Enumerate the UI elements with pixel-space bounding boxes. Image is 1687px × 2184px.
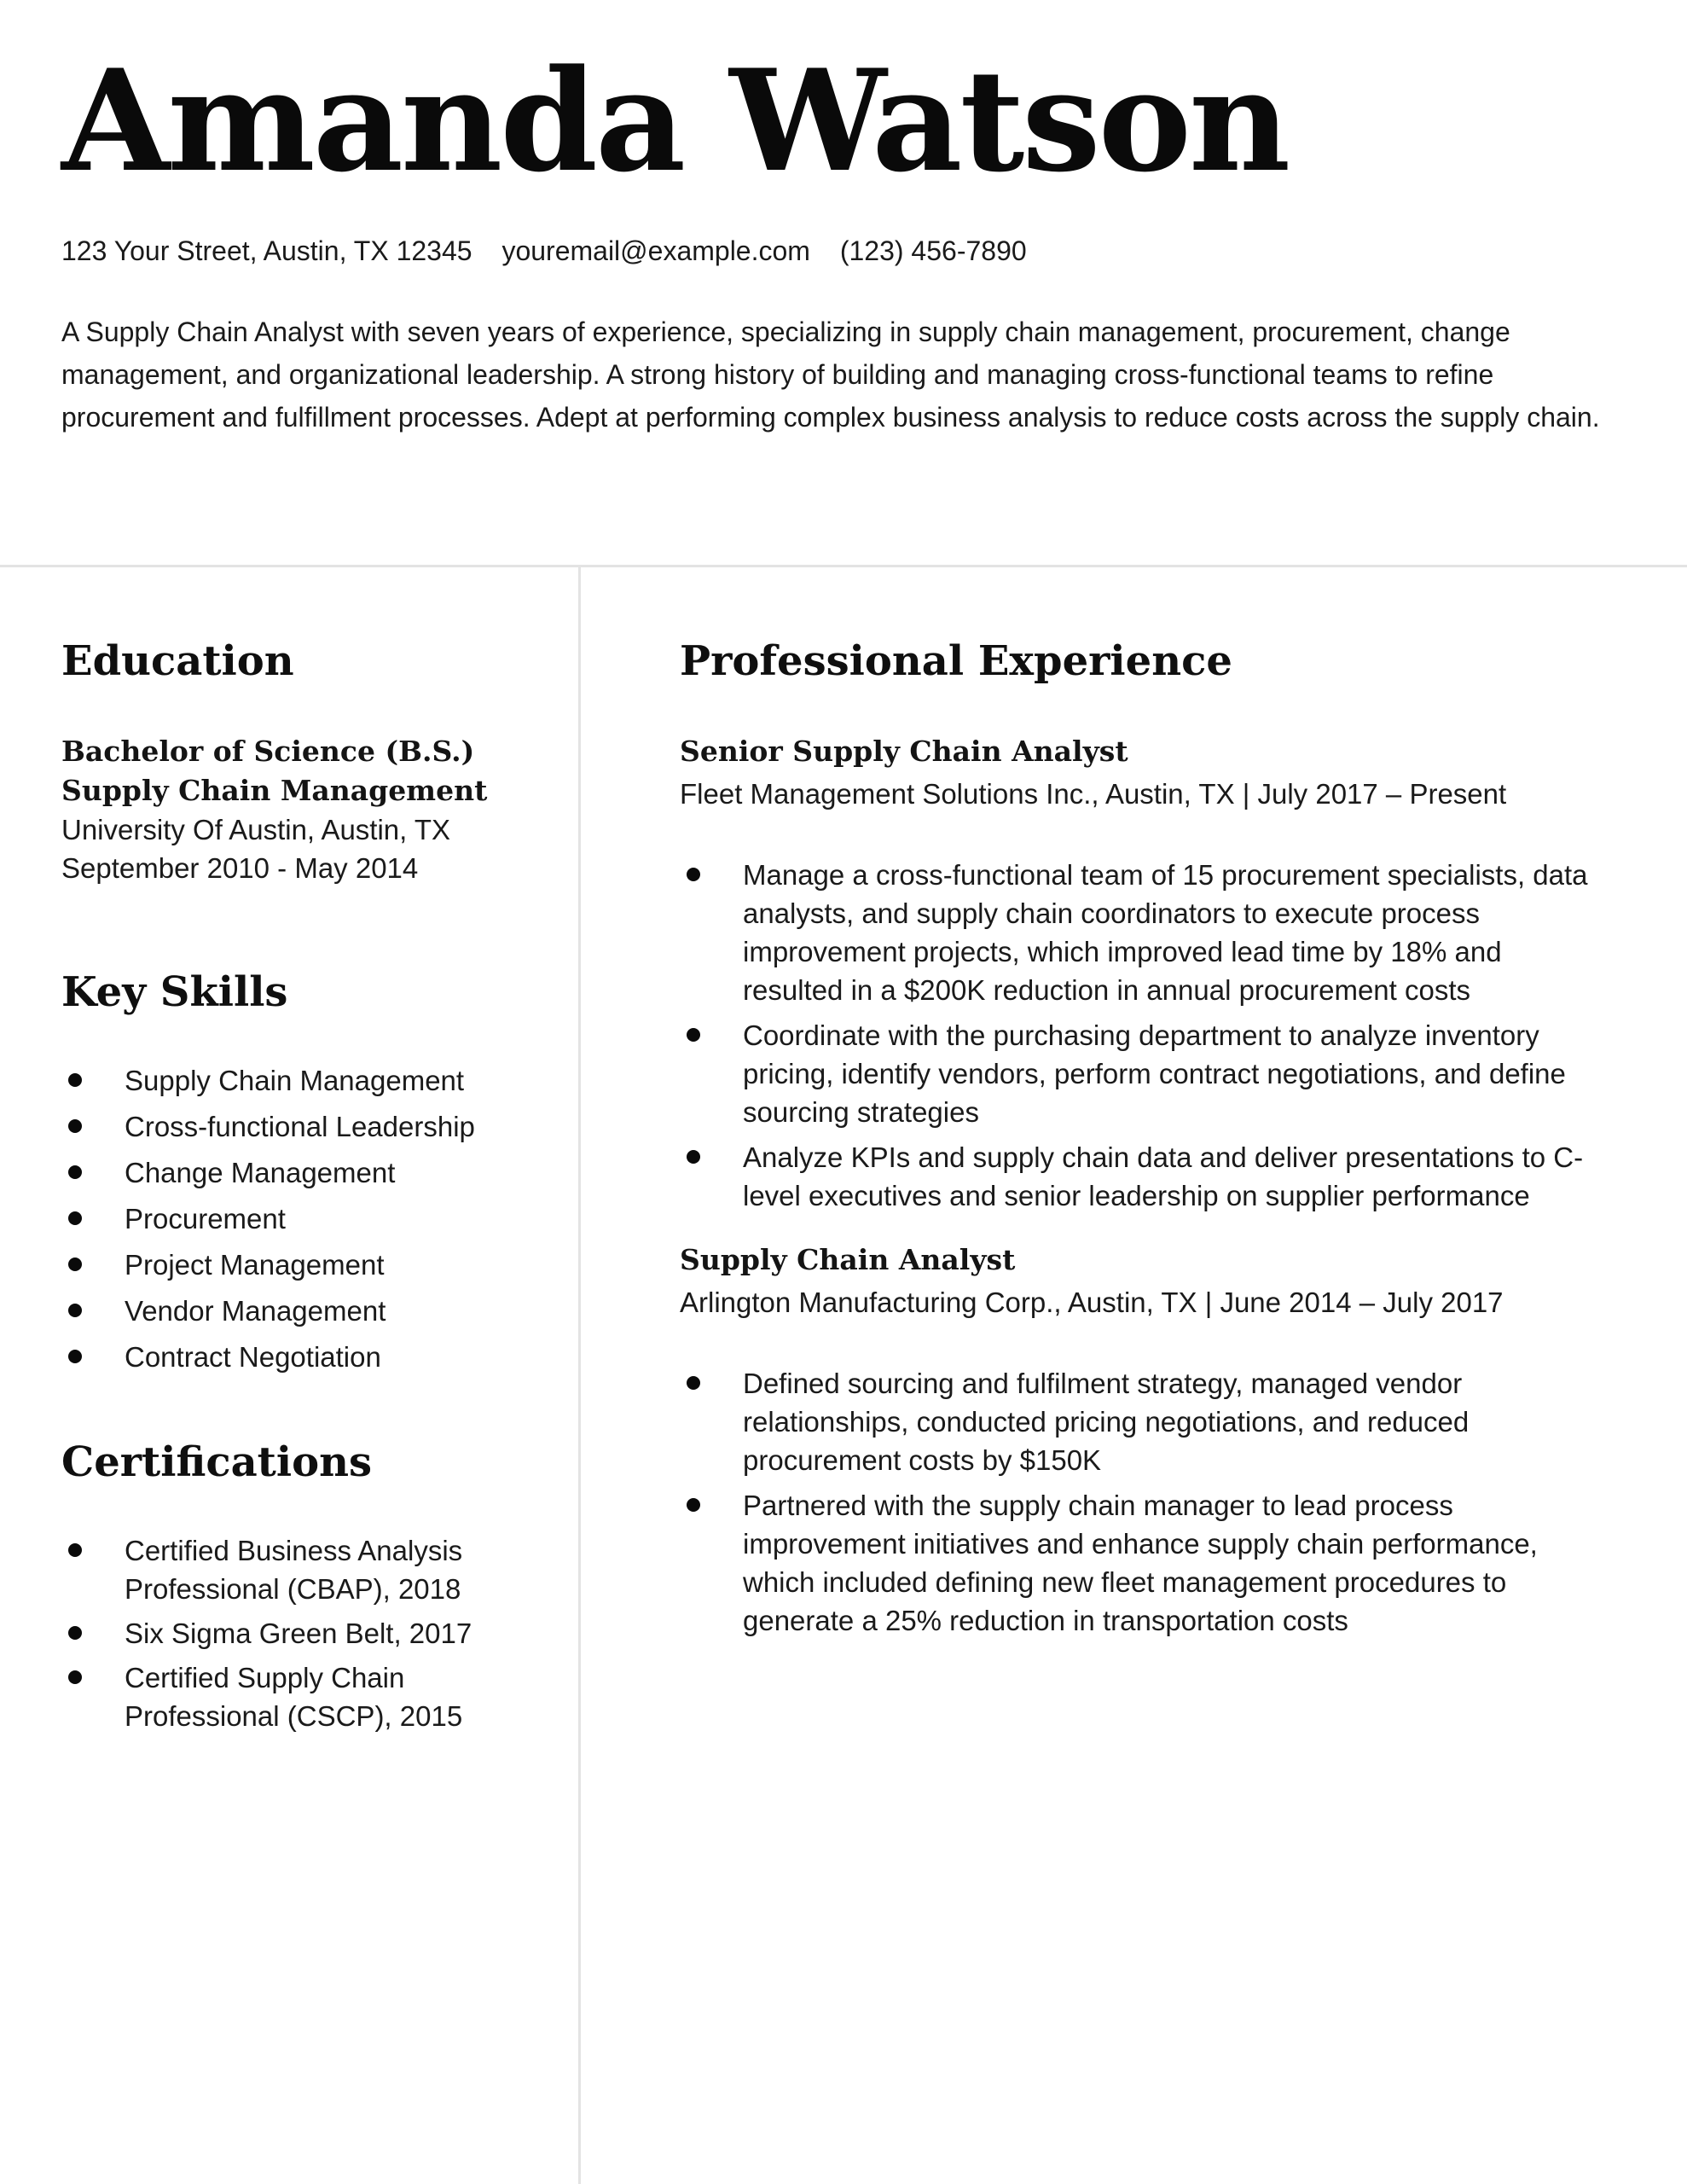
job-bullet: Manage a cross-functional team of 15 procurement specialists, data analysts, and supply chain coordinators to execute process improvement projects, which improved lead time by 18% and resulted in a $200K reduction in annual procurement costs bbox=[680, 856, 1601, 1009]
bullet-icon bbox=[68, 1258, 82, 1271]
contact-line bbox=[61, 232, 1049, 270]
skill-item: Supply Chain Management bbox=[61, 1061, 556, 1100]
skill-item: Change Management bbox=[61, 1153, 556, 1192]
skills-section bbox=[61, 962, 556, 1376]
right-column bbox=[680, 631, 1601, 1647]
bullet-icon bbox=[687, 1498, 700, 1512]
job-company: Fleet Management Solutions Inc., Austin, TX | July 2017 – Present bbox=[680, 778, 1507, 810]
skills-list bbox=[61, 1061, 556, 1376]
candidate-name: Amanda Watson bbox=[61, 38, 1289, 203]
vertical-divider bbox=[578, 566, 581, 2184]
bullet-icon bbox=[68, 1626, 82, 1640]
contact-email[interactable]: youremail@example.com bbox=[501, 235, 810, 266]
contact-address: 123 Your Street, Austin, TX 12345 bbox=[61, 235, 472, 266]
certifications-heading: Certifications bbox=[61, 1438, 373, 1486]
skill-item: Vendor Management bbox=[61, 1292, 556, 1330]
skills-heading: Key Skills bbox=[61, 968, 288, 1016]
job-bullets bbox=[680, 856, 1601, 1215]
bullet-icon bbox=[687, 1150, 700, 1164]
professional-summary: A Supply Chain Analyst with seven years of experience, specializing in supply chain management, procurement, change management, and organizational leadership. A strong history of building and managing cross-functional teams to refine procurement and fulfillment processes. Adept at performing complex business analysis to reduce costs across the supply chain. bbox=[61, 317, 1600, 433]
skill-item: Procurement bbox=[61, 1199, 556, 1238]
certifications-section bbox=[61, 1432, 556, 1735]
job-bullet: Partnered with the supply chain manager to lead process improvement initiatives and enhance supply chain performance, which included defining new fleet management procedures to generate a 25% reduction in transportation costs bbox=[680, 1486, 1601, 1640]
job-bullet: Coordinate with the purchasing department to analyze inventory pricing, identify vendors, perform contract negotiations, and define sourcing strategies bbox=[680, 1016, 1601, 1131]
bullet-icon bbox=[68, 1304, 82, 1317]
job-title: Supply Chain Analyst bbox=[680, 1243, 1016, 1276]
bullet-icon bbox=[68, 1211, 82, 1225]
bullet-icon bbox=[68, 1073, 82, 1087]
certification-item: Certified Business Analysis Professional (CBAP), 2018 bbox=[61, 1531, 556, 1608]
job-bullets bbox=[680, 1364, 1601, 1640]
job-title: Senior Supply Chain Analyst bbox=[680, 735, 1128, 768]
education-heading: Education bbox=[61, 637, 294, 685]
job-bullet: Defined sourcing and fulfilment strategy, managed vendor relationships, conducted pricing negotiations, and reduced procurement costs by $150K bbox=[680, 1364, 1601, 1479]
education-school: University Of Austin, Austin, TX bbox=[61, 814, 451, 845]
horizontal-divider bbox=[0, 565, 1687, 567]
left-column bbox=[61, 631, 556, 1741]
bullet-icon bbox=[687, 1028, 700, 1042]
bullet-icon bbox=[68, 1119, 82, 1133]
job-entry bbox=[680, 732, 1601, 1215]
bullet-icon bbox=[68, 1350, 82, 1363]
experience-heading: Professional Experience bbox=[680, 637, 1232, 685]
certification-item: Certified Supply Chain Professional (CSCP), 2015 bbox=[61, 1658, 556, 1735]
job-company: Arlington Manufacturing Corp., Austin, TX | June 2014 – July 2017 bbox=[680, 1287, 1504, 1318]
skill-item: Cross-functional Leadership bbox=[61, 1107, 556, 1146]
bullet-icon bbox=[68, 1165, 82, 1179]
bullet-icon bbox=[68, 1543, 82, 1557]
degree-major: Supply Chain Management bbox=[61, 774, 488, 807]
contact-phone[interactable]: (123) 456-7890 bbox=[839, 235, 1027, 266]
job-entry bbox=[680, 1240, 1601, 1640]
skill-item: Contract Negotiation bbox=[61, 1338, 556, 1376]
bullet-icon bbox=[687, 868, 700, 881]
job-bullet: Analyze KPIs and supply chain data and deliver presentations to C-level executives and senior leadership on supplier performance bbox=[680, 1138, 1601, 1215]
certifications-list bbox=[61, 1531, 556, 1735]
certification-item: Six Sigma Green Belt, 2017 bbox=[61, 1614, 556, 1653]
skill-item: Project Management bbox=[61, 1246, 556, 1284]
bullet-icon bbox=[687, 1376, 700, 1390]
degree-name: Bachelor of Science (B.S.) bbox=[61, 735, 475, 768]
bullet-icon bbox=[68, 1670, 82, 1684]
education-section bbox=[61, 631, 556, 887]
education-dates: September 2010 - May 2014 bbox=[61, 852, 419, 884]
